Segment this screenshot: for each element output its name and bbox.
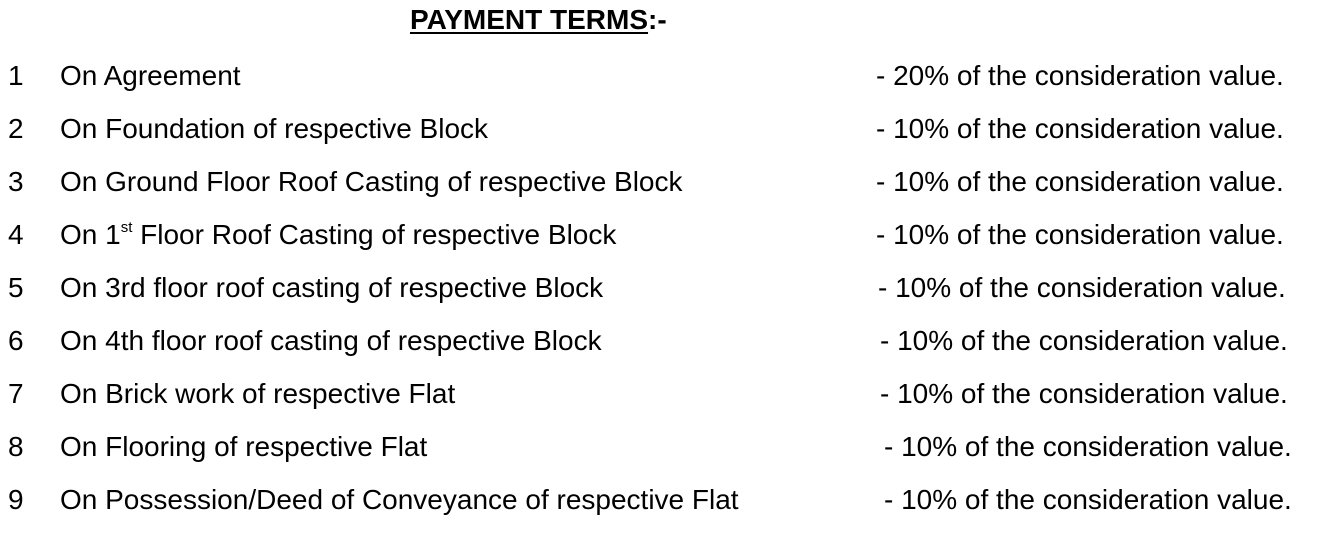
item-number: 7 [8, 378, 24, 409]
item-description: On Brick work of respective Flat [60, 378, 456, 409]
item-description: On Flooring of respective Flat [60, 431, 428, 462]
item-payment-term: - 10% of the consideration value. [884, 484, 1292, 515]
item-number: 9 [8, 484, 24, 515]
list-item [0, 429, 1336, 482]
item-number: 1 [8, 60, 24, 91]
item-number: 3 [8, 166, 24, 197]
item-description: On Foundation of respective Block [60, 113, 489, 144]
item-number: 6 [8, 325, 24, 356]
item-description: On 4th floor roof casting of respective Block [60, 325, 602, 356]
list-item [0, 164, 1336, 217]
item-description: On Possession/Deed of Conveyance of respective Flat [60, 484, 739, 515]
item-number: 8 [8, 431, 24, 462]
item-payment-term: - 10% of the consideration value. [884, 431, 1292, 462]
page-title [410, 2, 667, 38]
item-description-pre: On 1 [60, 219, 121, 250]
item-description: On Agreement [60, 60, 241, 91]
item-description: On Ground Floor Roof Casting of respective Block [60, 166, 683, 197]
payment-terms-list [0, 58, 1336, 535]
item-payment-term: - 10% of the consideration value. [876, 166, 1284, 197]
list-item [0, 58, 1336, 111]
item-description-post: Floor Roof Casting of respective Block [132, 219, 617, 250]
item-number: 2 [8, 113, 24, 144]
item-payment-term: - 10% of the consideration value. [880, 378, 1288, 409]
title-text: PAYMENT TERMS [410, 4, 649, 35]
item-payment-term: - 20% of the consideration value. [876, 60, 1284, 91]
item-payment-term: - 10% of the consideration value. [876, 113, 1284, 144]
item-description [60, 217, 616, 253]
title-suffix: :- [648, 4, 667, 35]
ordinal-superscript: st [120, 218, 133, 236]
item-description: On 3rd floor roof casting of respective Block [60, 272, 604, 303]
list-item [0, 482, 1336, 535]
item-payment-term: - 10% of the consideration value. [880, 325, 1288, 356]
list-item [0, 323, 1336, 376]
item-number: 4 [8, 219, 24, 250]
item-number: 5 [8, 272, 24, 303]
list-item [0, 111, 1336, 164]
list-item [0, 217, 1336, 270]
list-item [0, 270, 1336, 323]
item-payment-term: - 10% of the consideration value. [876, 219, 1284, 250]
list-item [0, 376, 1336, 429]
item-payment-term: - 10% of the consideration value. [878, 272, 1286, 303]
